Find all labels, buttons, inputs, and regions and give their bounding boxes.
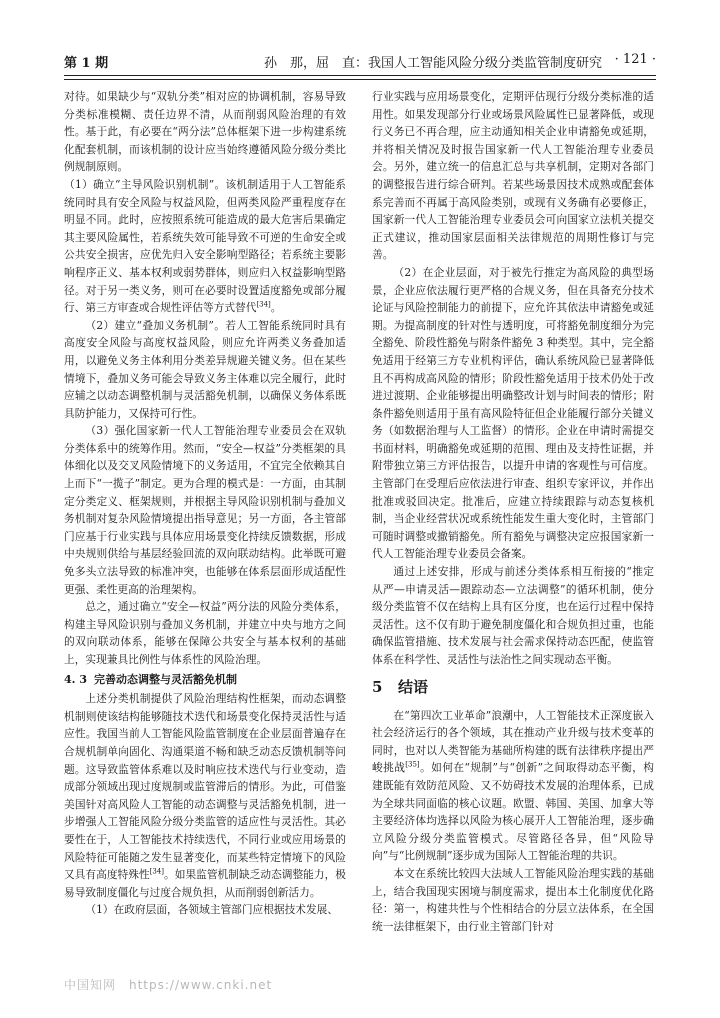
section-heading-5 xyxy=(372,677,654,697)
running-title: 孙 那，屈 直：我国人工智能风险分级分类监管制度研究 xyxy=(264,56,603,71)
running-header xyxy=(64,50,656,72)
issue-label: 第 1 期 xyxy=(64,56,109,71)
header-rule xyxy=(64,75,656,80)
section-title: 完善动态调整与灵活豁免机制 xyxy=(94,672,237,686)
paragraph: （1）确立“主导风险识别机制”。该机制适用于人工智能系统同时具有安全风险与权益风险，但两类风险严重程度存在明显不同。此时，应按照系统可能造成的最大危害后果确定其主要风险属性，若系统失效可能导致不可逆的生命安全或公共安全损害，应优先归入安全影响型路径；若系统主要影响程序正义、基本权利或弱势群体，则应归入权益影响型路径。对于另一类义务，则可在必要时设置适度豁免或部分履行、第三方审查或合规性评估等方式替代 xyxy=(64,177,346,315)
paragraph: （3）强化国家新一代人工智能治理专业委员会在双轨分类体系中的统筹作用。然而，“安全—权益”分类框架的具体细化以及交叉风险情境下的义务适用，不宜完全依赖其自上而下“一揽子”制定。更为合理的模式是：一方面，由其制定分类定义、框架规则，并根据主导风险识别机制与叠加义务机制对复杂风险情境提出指导意见；另一方面，各主管部门应基于行业实践与具体应用场景变化持续反馈数据，形成中央规则供给与基层经验回流的双向联动结构。此举既可避免多头立法导致的标准冲突，也能够在体系层面形成适配性更强、柔性更高的治理架构。 xyxy=(64,424,346,596)
paragraph-text: 。如何在“规制”与“创新”之间取得动态平衡，构建既能有效防范风险、又不妨碍技术发展的治理体系，已成为全球共同面临的核心议题。欧盟、韩国、美国、加拿大等主要经济体均选择以风险为核心展开人工智能治理，逐步确立风险分级分类监管模式。尽管路径各异，但“风险导向”与“比例规制”逐步成为国际人工智能治理的共识。 xyxy=(372,761,654,863)
section-title: 结语 xyxy=(398,677,429,696)
paragraph: 对待。如果缺少与“双轨分类”相对应的协调机制，容易导致分类标准模糊、责任边界不清，从而削弱风险治理的有效性。基于此，有必要在“两分法”总体框架下进一步构建系统化配套机制，而该机制的设计应当始终遵循风险分级分类比例规制原则。 xyxy=(64,90,346,174)
paragraph: 总之，通过确立“安全—权益”两分法的风险分类体系，构建主导风险识别与叠加义务机制，并建立中央与地方之间的双向联动体系，能够在保障公共安全与基本权利的基础上，实现兼具比例性与体系性的风险治理。 xyxy=(64,600,346,666)
right-column xyxy=(372,88,654,935)
paragraph-text: 在“第四次工业革命”浪潮中，人工智能技术正深度嵌入社会经济运行的各个领域，其在推动产业升级与技术变革的同时，也对以人类智能为基础所构建的既有法律秩序提出严峻挑战 xyxy=(372,708,654,775)
section-number: 4. 3 xyxy=(64,672,87,686)
paragraph: 行业实践与应用场景变化，定期评估现行分级分类标准的适用性。如果发现部分行业或场景风险属性已显著降低，或现行义务已不再合理，应主动通知相关企业申请豁免或延期，并将相关情况及时报告国家新一代人工智能治理专业委员会。另外，建立统一的信息汇总与共享机制，定期对各部门的调整报告进行综合研判。若某些场景因技术成熟或配套体系完善而不再属于高风险类别，或现有义务确有必要修正，国家新一代人工智能治理专业委员会可向国家立法机关提交正式建议，推动国家层面相关法律规范的周期性修订与完善。 xyxy=(372,90,654,262)
page-number: · 121 · xyxy=(614,52,656,67)
paragraph: （2）建立“叠加义务机制”。若人工智能系统同时具有高度安全风险与高度权益风险，则应允许两类义务叠加适用，以避免义务主体利用分类差异规避关键义务。但在某些情境下，叠加义务可能会导致义务主体难以完全履行，此时应辅之以动态调整机制与灵活豁免机制，以确保义务体系既具防护能力，又保持可行性。 xyxy=(64,318,346,420)
citation: [35] xyxy=(405,760,420,769)
paragraph xyxy=(372,707,654,865)
paragraph: 本文在系统比较四大法域人工智能风险治理实践的基础上，结合我国现实困境与制度需求，提出本土化制度优化路径：第一，构建共性与个性相结合的分层立法体系，在全国统一法律框架下，由行业主管部门针对 xyxy=(372,866,654,933)
section-heading-4-3 xyxy=(64,671,346,689)
watermark: 中国知网 https://www.cnki.net xyxy=(64,978,273,992)
paragraph-end: 。 xyxy=(270,301,282,315)
left-column xyxy=(64,88,346,919)
citation: [34] xyxy=(256,300,271,309)
paragraph-text: 上述分类机制提供了风险治理结构性框架，而动态调整机制则使该结构能够随技术迭代和场景变化保持灵活性与适应性。我国当前人工智能风险监管制度在企业层面普遍存在合规机制单向固化、沟通渠道不畅和缺乏动态反馈机制等问题。这导致监管体系难以及时响应技术迭代与行业变动，造成部分领域出现过度规制或监管滞后的情形。为此，可借鉴美国针对高风险人工智能的动态调整与灵活豁免机制，进一步增强人工智能风险分级分类监管的适应性与灵活性。其必要性在于，人工智能技术持续迭代，不同行业或应用场景的风险特征可能随之发生显著变化，而某些特定情境下的风险又具有高度特殊性 xyxy=(64,692,346,882)
paragraph: 通过上述安排，形成与前述分类体系相互衔接的“推定从严—申请灵活—跟踪动态—立法调整”的循环机制，使分级分类监管不仅在结构上具有区分度，也在运行过程中保持灵活性。这不仅有助于避免制度僵化和合规负担过重，也能确保监管措施、技术发展与社会需求保持动态匹配，使监管体系在科学性、灵活性与法治性之间实现动态平衡。 xyxy=(372,565,654,666)
citation: [34] xyxy=(149,867,165,876)
section-number: 5 xyxy=(372,677,383,696)
paragraph-text: 。如果监管机制缺乏动态调整能力，极易导致制度僵化与过度合规负担，从而削弱创新活力。 xyxy=(64,868,346,899)
paragraph: （1）在政府层面，各领域主管部门应根据技术发展、 xyxy=(85,903,339,917)
paragraph xyxy=(64,690,346,901)
paragraph: （2）在企业层面，对于被先行推定为高风险的典型场景，企业应依法履行更严格的合规义务，但在具备充分技术论证与风险控制能力的前提下，应允许其依法申请豁免或延期。为提高制度的针对性与透明度，可将豁免制度细分为完全豁免、阶段性豁免与附条件豁免 3 种类型。其中，完全豁免适用于经第三方专业机构评估，确认系统风险已显著降低且不再构成高风险的情形；阶段性豁免适用于技术仍处于改进过渡期、企业能够提出明确整改计划与时间表的情形；附条件豁免则适用于虽有高风险特征但企业能履行部分关键义务（如数据治理与人工监督）的情形。企业在申请时需提交书面材料，明确豁免或延期的范围、理由及支持性证据，并附带独立第三方评估报告，以提升申请的客观性与可信度。主管部门在受理后应依法进行审查、组织专家评议，并作出批准或驳回决定。批准后，应建立持续跟踪与动态复核机制，当企业经营状况或系统性能发生重大变化时，主管部门可随时调整或撤销豁免。所有豁免与调整决定应报国家新一代人工智能治理专业委员会备案。 xyxy=(372,265,654,561)
